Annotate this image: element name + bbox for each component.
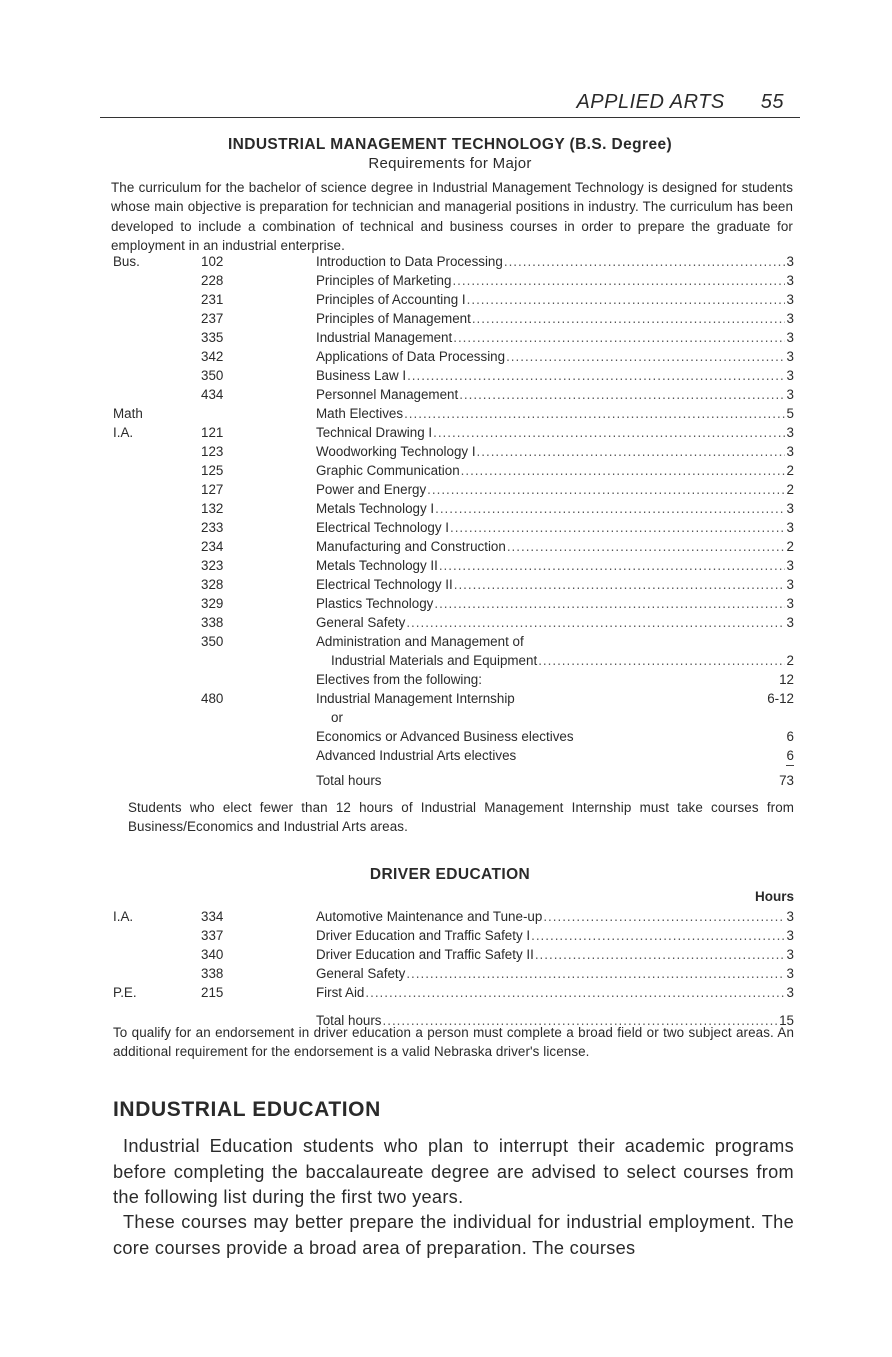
course-hours: 3 <box>786 558 794 573</box>
course-department: Math <box>113 406 143 421</box>
course-row <box>0 347 892 366</box>
econ-hours: 6 <box>786 729 794 744</box>
course-title: Electrical Technology I <box>316 520 449 535</box>
course-hours: 2 <box>786 539 794 554</box>
course-hours: 3 <box>786 273 794 288</box>
course-title: Principles of Marketing <box>316 273 452 288</box>
course-title: Industrial Management <box>316 330 453 345</box>
course-hours: 3 <box>786 425 794 440</box>
course-row <box>0 442 892 461</box>
course-hours: 3 <box>786 596 794 611</box>
course-title: Manufacturing and Construction <box>316 539 506 554</box>
course-title: Driver Education and Traffic Safety I <box>316 928 531 943</box>
course-hours: 6-12 <box>767 691 794 706</box>
course-title: Technical Drawing I <box>316 425 433 440</box>
course-title: Industrial Management Internship <box>316 691 515 706</box>
course-row <box>0 651 892 670</box>
electives-label: Electives from the following: <box>316 672 482 687</box>
course-department: I.A. <box>113 425 134 440</box>
course-row <box>0 499 892 518</box>
course-number: 127 <box>201 482 224 497</box>
course-row <box>0 556 892 575</box>
running-header-title: APPLIED ARTS <box>576 91 725 113</box>
course-row <box>0 926 892 945</box>
course-row <box>0 309 892 328</box>
course-row <box>0 480 892 499</box>
course-row <box>0 964 892 983</box>
course-hours: 3 <box>786 349 794 364</box>
course-number: 328 <box>201 577 224 592</box>
course-hours: 2 <box>786 463 794 478</box>
course-number: 350 <box>201 368 224 383</box>
course-hours: 3 <box>786 387 794 402</box>
course-number: 123 <box>201 444 224 459</box>
course-row <box>0 594 892 613</box>
course-hours: 3 <box>786 947 794 962</box>
course-department: I.A. <box>113 909 134 924</box>
total-hours: 15 <box>779 1013 794 1028</box>
course-row <box>0 252 892 271</box>
econ-label: Economics or Advanced Business electives <box>316 729 574 744</box>
course-title: Graphic Communication <box>316 463 460 478</box>
course-department: Bus. <box>113 254 140 269</box>
course-row <box>0 328 892 347</box>
or-label: or <box>331 710 343 725</box>
course-number: 329 <box>201 596 224 611</box>
course-hours: 3 <box>786 615 794 630</box>
ie-para-2-text: These courses may better prepare the individual for industrial employment. The core courses provide a broad area of preparation. The courses <box>113 1212 794 1258</box>
course-department: P.E. <box>113 985 137 1000</box>
course-number: 125 <box>201 463 224 478</box>
page-number: 55 <box>760 91 784 113</box>
course-row <box>0 404 892 423</box>
course-number: 337 <box>201 928 224 943</box>
course-hours: 2 <box>786 482 794 497</box>
course-row <box>0 575 892 594</box>
course-hours: 3 <box>786 254 794 269</box>
imt-subtitle: Requirements for Major <box>368 155 532 172</box>
course-row <box>0 613 892 632</box>
electives-row <box>0 670 892 689</box>
course-title: First Aid <box>316 985 365 1000</box>
ie-para-2 <box>113 1210 794 1261</box>
hours-column-header: Hours <box>754 889 794 904</box>
driver-title: DRIVER EDUCATION <box>369 866 531 883</box>
running-header <box>100 91 800 118</box>
course-hours: 3 <box>786 368 794 383</box>
imt-course-list <box>0 252 892 790</box>
course-hours: 3 <box>786 909 794 924</box>
driver-course-list <box>0 907 892 1030</box>
imt-note: Students who elect fewer than 12 hours of Industrial Management Internship must take courses from Business/Economics and Industrial Arts areas. <box>128 800 794 835</box>
course-title: Driver Education and Traffic Safety II <box>316 947 534 962</box>
adv-ia-hours: 6 <box>786 746 794 766</box>
total-row <box>0 771 892 790</box>
course-hours: 5 <box>786 406 794 421</box>
econ-row <box>0 727 892 746</box>
adv-ia-row <box>0 746 892 765</box>
total-hours: 73 <box>779 773 794 788</box>
course-number: 350 <box>201 634 224 649</box>
course-title: Power and Energy <box>316 482 427 497</box>
course-number: 434 <box>201 387 224 402</box>
course-row <box>0 945 892 964</box>
electives-hours: 12 <box>779 672 794 687</box>
course-hours: 3 <box>786 292 794 307</box>
course-number: 342 <box>201 349 224 364</box>
course-number: 102 <box>201 254 224 269</box>
course-row <box>0 423 892 442</box>
course-hours: 3 <box>786 520 794 535</box>
course-hours: 3 <box>786 330 794 345</box>
course-number: 334 <box>201 909 224 924</box>
course-row <box>0 983 892 1002</box>
course-number: 323 <box>201 558 224 573</box>
course-hours: 2 <box>786 653 794 668</box>
course-title: Business Law I <box>316 368 407 383</box>
total-label: Total hours <box>316 1013 382 1028</box>
course-row <box>0 907 892 926</box>
course-row <box>0 632 892 651</box>
course-title: Principles of Management <box>316 311 471 326</box>
course-row <box>0 518 892 537</box>
course-row <box>0 461 892 480</box>
course-title: Metals Technology I <box>316 501 435 516</box>
course-title: Math Electives <box>316 406 404 421</box>
course-number: 340 <box>201 947 224 962</box>
course-title: Automotive Maintenance and Tune-up <box>316 909 543 924</box>
course-title: Personnel Management <box>316 387 459 402</box>
course-title: General Safety <box>316 966 406 981</box>
imt-title: INDUSTRIAL MANAGEMENT TECHNOLOGY (B.S. Degree) <box>227 136 673 153</box>
course-row <box>0 366 892 385</box>
course-number: 132 <box>201 501 224 516</box>
ie-para-1-text: Industrial Education students who plan to interrupt their academic programs before completing the baccalaureate degree are advised to select courses from the following list during the first two years. <box>113 1136 794 1208</box>
course-hours: 3 <box>786 311 794 326</box>
course-number: 233 <box>201 520 224 535</box>
course-row <box>0 271 892 290</box>
imt-intro: The curriculum for the bachelor of science degree in Industrial Management Technology is designed for students whose main objective is preparation for technician and managerial positions in industry. The curriculum has been developed to include a combination of technical and business courses in order to prepare the graduate for employment in an industrial enterprise. <box>111 180 793 254</box>
ie-para-1 <box>113 1134 794 1211</box>
course-title: Administration and Management of <box>316 634 524 649</box>
course-title: Applications of Data Processing <box>316 349 506 364</box>
course-hours: 3 <box>786 928 794 943</box>
course-number: 480 <box>201 691 224 706</box>
course-row <box>0 385 892 404</box>
course-title: Plastics Technology <box>316 596 434 611</box>
course-number: 228 <box>201 273 224 288</box>
driver-note: To qualify for an endorsement in driver education a person must complete a broad field or two subject areas. An additional requirement for the endorsement is a valid Nebraska driver's license. <box>113 1025 794 1060</box>
course-number: 215 <box>201 985 224 1000</box>
course-number: 231 <box>201 292 224 307</box>
course-title: Electrical Technology II <box>316 577 453 592</box>
course-hours: 3 <box>786 966 794 981</box>
course-title: General Safety <box>316 615 406 630</box>
course-row <box>0 290 892 309</box>
course-number: 234 <box>201 539 224 554</box>
course-hours: 3 <box>786 985 794 1000</box>
or-row <box>0 708 892 727</box>
course-row <box>0 689 892 708</box>
course-title: Principles of Accounting I <box>316 292 466 307</box>
course-row <box>0 537 892 556</box>
course-number: 335 <box>201 330 224 345</box>
course-title-cont: Industrial Materials and Equipment <box>331 653 538 668</box>
total-label: Total hours <box>316 773 382 788</box>
course-number: 121 <box>201 425 224 440</box>
course-title: Introduction to Data Processing <box>316 254 503 269</box>
course-hours: 3 <box>786 501 794 516</box>
course-number: 237 <box>201 311 224 326</box>
course-title: Woodworking Technology I <box>316 444 476 459</box>
ie-title: INDUSTRIAL EDUCATION <box>113 1098 381 1121</box>
course-title: Metals Technology II <box>316 558 438 573</box>
course-hours: 3 <box>786 444 794 459</box>
adv-ia-label: Advanced Industrial Arts electives <box>316 748 517 763</box>
course-number: 338 <box>201 615 224 630</box>
course-hours: 3 <box>786 577 794 592</box>
course-number: 338 <box>201 966 224 981</box>
